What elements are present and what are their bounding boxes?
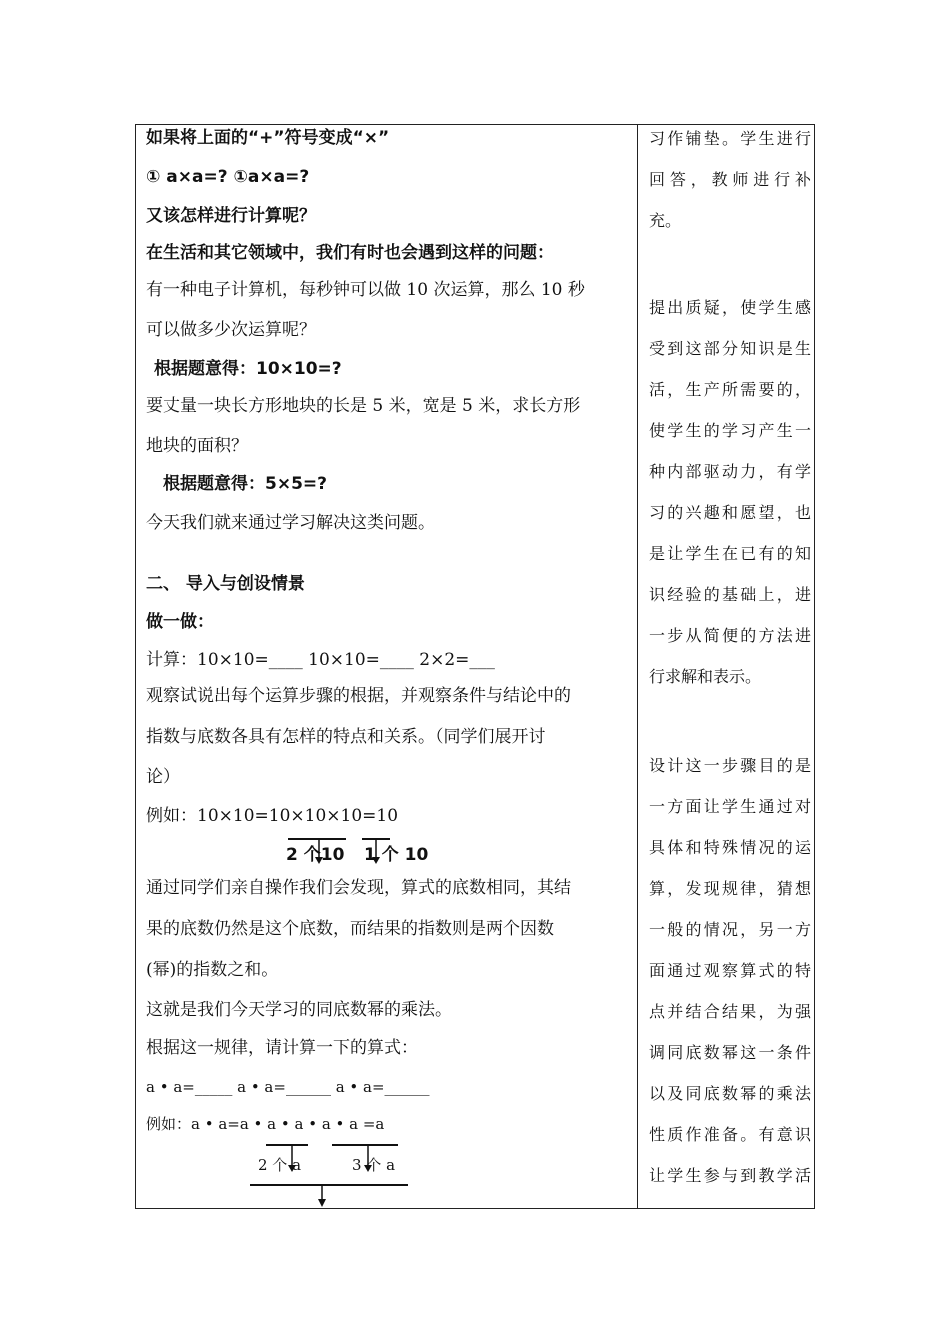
text-line: 指数与底数各具有怎样的特点和关系。（同学们展开讨 (146, 727, 546, 747)
side-text-line: 提出质疑，使学生感 (649, 298, 811, 317)
text-line: 在生活和其它领域中，我们有时也会遇到这样的问题： (146, 243, 554, 263)
text-line: 通过同学们亲自操作我们会发现，算式的底数相同，其结 (146, 878, 571, 898)
side-text-line: 一般的情况，另一方 (649, 920, 811, 939)
text-line: 又该怎样进行计算呢？ (146, 206, 316, 226)
text-line: 根据这一规律，请计算一下的算式： (146, 1038, 418, 1058)
side-text-line: 种内部驱动力，有学 (649, 462, 811, 481)
text-line: (幂)的指数之和。 (146, 960, 279, 980)
lesson-table (135, 124, 815, 1209)
diagram-label-right: 1 个 10 (364, 845, 429, 865)
text-line: 根据题意得：10×10=? (154, 359, 342, 379)
diagram-label-left: 2 个 a (258, 1156, 302, 1174)
column-divider (637, 125, 638, 1208)
section-heading: 二、 导入与创设情景 (146, 574, 305, 594)
text-line: 要丈量一块长方形地块的长是 5 米，宽是 5 米，求长方形 (146, 396, 581, 416)
side-text-line: 设计这一步骤目的是 (649, 756, 811, 775)
side-text-line: 行求解和表示。 (649, 667, 762, 686)
text-line: 这就是我们今天学习的同底数幂的乘法。 (146, 1000, 452, 1020)
side-text-line: 算，发现规律，猜想 (649, 879, 811, 898)
side-text-line: 面通过观察算式的特 (649, 961, 811, 980)
side-text-line: 一步从简便的方法进 (649, 626, 811, 645)
side-text-line: 调同底数幂这一条件 (649, 1043, 811, 1062)
side-text-line: 以及同底数幂的乘法 (649, 1084, 811, 1103)
side-text-line: 活，生产所需要的， (649, 380, 811, 399)
side-text-line: 受到这部分知识是生 (649, 339, 811, 358)
text-line: 根据题意得：5×5=? (163, 474, 328, 494)
side-text-line: 一方面让学生通过对 (649, 797, 811, 816)
text-line: 果的底数仍然是这个底数，而结果的指数则是两个因数 (146, 919, 554, 939)
side-text-line: 充。 (649, 211, 682, 230)
side-text-line: 让学生参与到教学活 (649, 1166, 811, 1185)
text-line: a • a=_____ a • a=______ a • a=______ (146, 1078, 430, 1096)
text-line: 例如：10×10=10×10×10=10 (146, 806, 399, 826)
side-text-line: 习的兴趣和愿望，也 (649, 503, 811, 522)
text-line: 有一种电子计算机，每秒钟可以做 10 次运算，那么 10 秒 (146, 280, 585, 300)
side-text-line: 习作铺垫。学生进行 (649, 129, 811, 148)
exponent-diagram-1 (286, 837, 429, 867)
side-text-line: 回答，教师进行补 (649, 170, 811, 189)
text-line: 例如：a • a=a • a • a • a • a =a (146, 1115, 385, 1133)
text-line: 地块的面积？ (146, 436, 248, 456)
side-text-line: 具体和特殊情况的运 (649, 838, 811, 857)
exponent-diagram-2 (246, 1143, 426, 1209)
diagram-label-left: 2 个10 (286, 845, 345, 865)
text-line: ① a×a=? ①a×a=? (146, 167, 310, 187)
side-text-line: 使学生的学习产生一 (649, 421, 811, 440)
text-line: 做一做： (146, 612, 214, 632)
text-line: 观察试说出每个运算步骤的根据，并观察条件与结论中的 (146, 686, 571, 706)
text-line: 如果将上面的“+”符号变成“×” (146, 128, 390, 148)
side-text-line: 性质作准备。有意识 (649, 1125, 811, 1144)
side-text-line: 识经验的基础上，进 (649, 585, 811, 604)
text-line: 可以做多少次运算呢？ (146, 320, 316, 340)
text-line: 今天我们就来通过学习解决这类问题。 (146, 513, 435, 533)
diagram-lines (246, 1143, 426, 1209)
side-text-line: 是让学生在已有的知 (649, 544, 811, 563)
diagram-label-right: 3 个 a (352, 1156, 396, 1174)
text-line: 论） (146, 767, 180, 787)
text-line: 计算：10×10=____ 10×10=____ 2×2=___ (146, 650, 495, 670)
side-text-line: 点并结合结果，为强 (649, 1002, 811, 1021)
